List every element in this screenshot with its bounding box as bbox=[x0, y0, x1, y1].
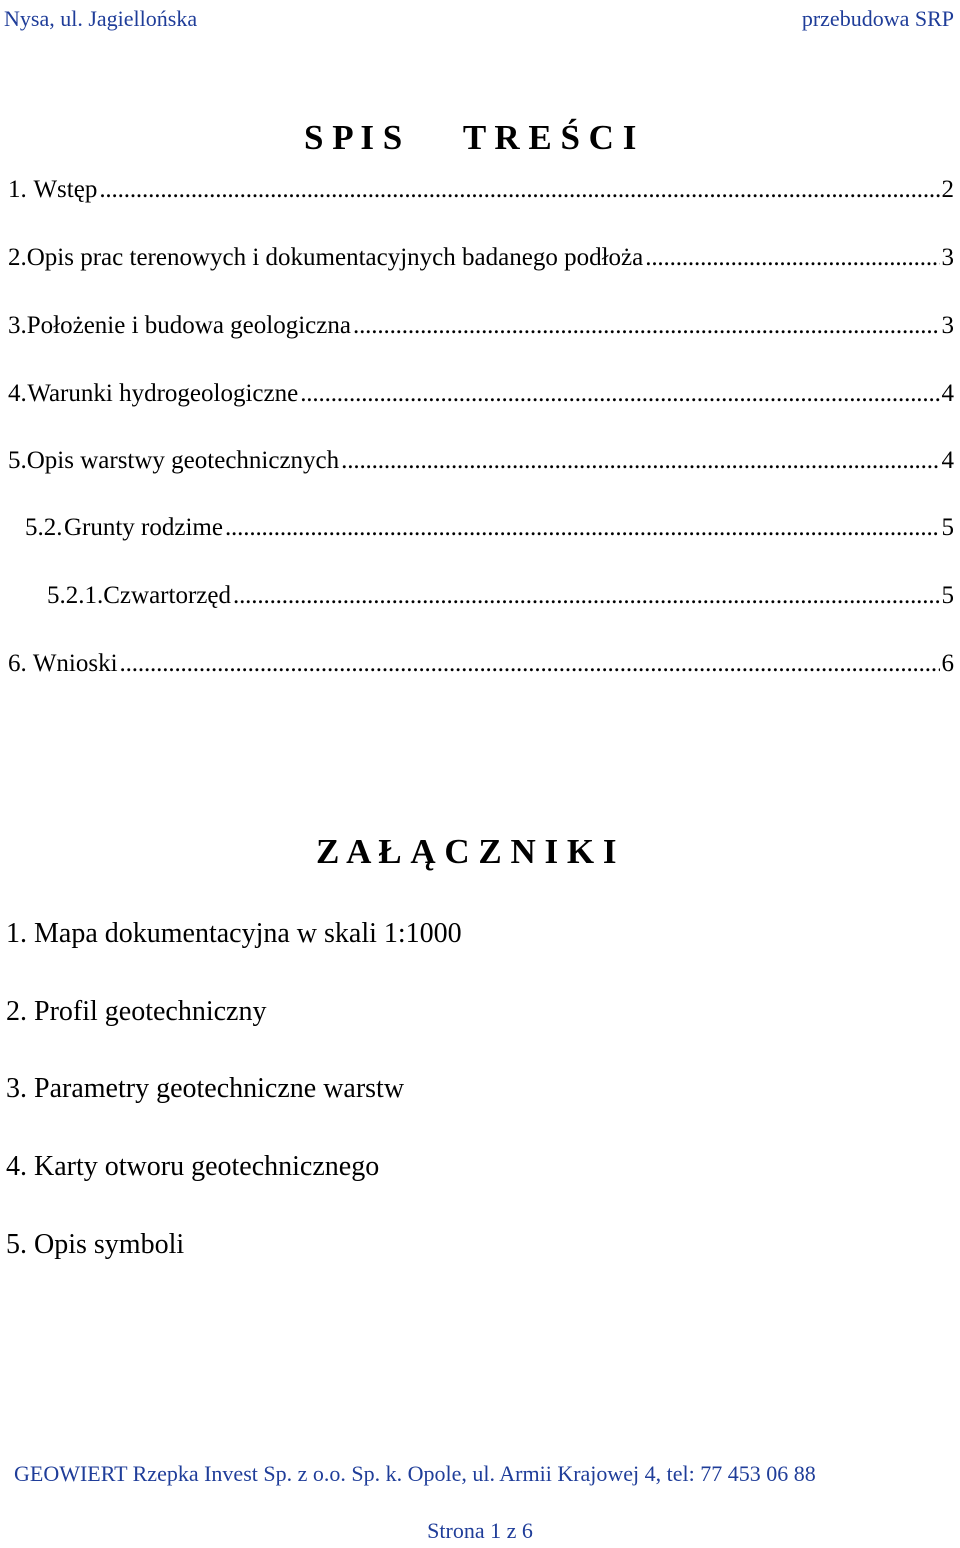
footer-company: GEOWIERT Rzepka Invest Sp. z o.o. Sp. k. Opole, ul. Armii Krajowej 4, tel: 77 453 06 88 bbox=[14, 1461, 816, 1486]
toc-leader bbox=[225, 511, 940, 545]
toc-item-page: 4 bbox=[941, 447, 954, 474]
toc-item-page: 5 bbox=[941, 582, 954, 609]
header-project: przebudowa SRP bbox=[801, 6, 954, 31]
attachments-title: Z A Ł Ą C Z N I K I bbox=[316, 832, 617, 871]
toc-item-label: Grunty rodzime bbox=[63, 514, 223, 541]
toc-item-number: 1. bbox=[8, 176, 27, 203]
toc-item-page: 2 bbox=[941, 176, 954, 203]
toc-item-number: 5.2. bbox=[25, 514, 63, 541]
footer-page-number: Strona 1 z 6 bbox=[427, 1518, 533, 1543]
toc-item-number: 5. bbox=[8, 447, 27, 474]
toc-item-label: Czwartorzęd bbox=[103, 582, 231, 609]
toc-item-page: 4 bbox=[941, 380, 954, 407]
toc-item-page: 3 bbox=[941, 244, 954, 271]
toc-item-label: Warunki hydrogeologiczne bbox=[27, 380, 299, 407]
toc-item-4[interactable] bbox=[8, 377, 954, 411]
header-location: Nysa, ul. Jagiellońska bbox=[4, 6, 198, 31]
attachment-item: 3. Parametry geotechniczne warstw bbox=[6, 1073, 405, 1104]
toc-item-number: 5.2.1. bbox=[47, 582, 104, 609]
toc-item-page: 6 bbox=[941, 650, 954, 677]
toc-item-5-2-1[interactable] bbox=[47, 579, 954, 613]
attachment-item: 2. Profil geotechniczny bbox=[6, 996, 267, 1027]
toc-leader bbox=[353, 309, 940, 343]
toc-item-label: Opis warstwy geotechnicznych bbox=[26, 447, 340, 474]
toc-title: S P I S T R E Ś C I bbox=[304, 118, 637, 157]
toc-item-label: Wnioski bbox=[32, 650, 118, 677]
toc-leader bbox=[99, 173, 939, 207]
toc-item-3[interactable] bbox=[8, 309, 954, 343]
toc-item-page: 3 bbox=[941, 312, 954, 339]
toc-item-2[interactable] bbox=[8, 241, 954, 275]
toc-item-label: Położenie i budowa geologiczna bbox=[26, 312, 351, 339]
toc-item-label: Wstęp bbox=[33, 176, 98, 203]
toc-item-page: 5 bbox=[941, 514, 954, 541]
toc-item-6[interactable] bbox=[8, 647, 954, 681]
attachment-item: 4. Karty otworu geotechnicznego bbox=[6, 1151, 380, 1182]
toc-item-5[interactable] bbox=[8, 444, 954, 478]
toc-item-number: 6. bbox=[8, 650, 27, 677]
attachment-item: 1. Mapa dokumentacyjna w skali 1:1000 bbox=[6, 918, 462, 949]
toc-item-1[interactable] bbox=[8, 173, 954, 207]
toc-leader bbox=[300, 377, 939, 411]
toc-item-number: 3. bbox=[8, 312, 27, 339]
attachment-item: 5. Opis symboli bbox=[6, 1229, 185, 1260]
toc-item-number: 2. bbox=[8, 244, 27, 271]
toc-leader bbox=[120, 647, 940, 681]
toc-leader bbox=[341, 444, 939, 478]
toc-leader bbox=[645, 241, 939, 275]
toc-leader bbox=[233, 579, 940, 613]
toc-item-5-2[interactable] bbox=[25, 511, 954, 545]
toc-item-label: Opis prac terenowych i dokumentacyjnych badanego podłoża bbox=[26, 244, 644, 271]
toc-item-number: 4. bbox=[8, 380, 27, 407]
